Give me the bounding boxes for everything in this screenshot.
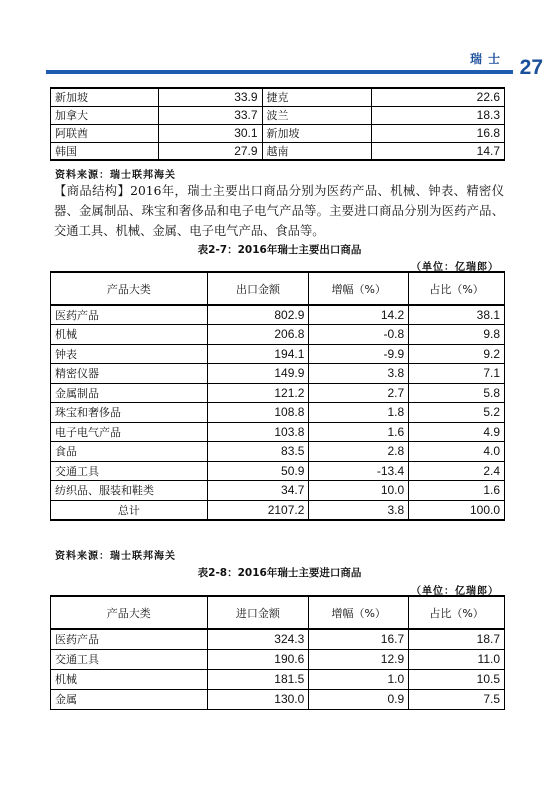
value-cell: 30.1 xyxy=(158,124,262,142)
column-header: 增幅（%） xyxy=(309,272,409,305)
value-cell: 802.9 xyxy=(207,305,309,325)
total-value: 3.8 xyxy=(309,500,409,520)
total-row xyxy=(51,500,505,520)
table-row xyxy=(51,305,505,325)
table-row xyxy=(51,422,505,442)
table-row xyxy=(51,383,505,403)
value-cell: 22.6 xyxy=(372,88,505,106)
top-table-source: 资料来源：瑞士联邦海关 xyxy=(55,170,176,181)
table-row xyxy=(51,442,505,462)
value-cell: 12.9 xyxy=(309,649,409,669)
table-row xyxy=(51,344,505,364)
value-cell: 38.1 xyxy=(409,305,505,325)
table-header-row xyxy=(51,596,505,629)
table-row xyxy=(51,403,505,423)
category-cell: 食品 xyxy=(51,442,208,462)
value-cell: 5.8 xyxy=(409,383,505,403)
total-label: 总计 xyxy=(51,500,208,520)
country-cell: 新加坡 xyxy=(262,124,372,142)
value-cell: 16.8 xyxy=(372,124,505,142)
country-cell: 新加坡 xyxy=(51,88,159,106)
category-cell: 机械 xyxy=(51,669,208,689)
table-row xyxy=(51,364,505,384)
value-cell: 10.5 xyxy=(409,669,505,689)
value-cell: -0.8 xyxy=(309,325,409,345)
value-cell: 14.2 xyxy=(309,305,409,325)
category-cell: 电子电气产品 xyxy=(51,422,208,442)
value-cell: 33.7 xyxy=(158,106,262,124)
column-header: 出口金额 xyxy=(207,272,309,305)
category-cell: 珠宝和奢侈品 xyxy=(51,403,208,423)
value-cell: 181.5 xyxy=(207,669,309,689)
table-row xyxy=(51,461,505,481)
value-cell: 33.9 xyxy=(158,88,262,106)
value-cell: 9.2 xyxy=(409,344,505,364)
country-cell: 捷克 xyxy=(262,88,372,106)
import-table xyxy=(50,595,505,710)
import-table-unit: （单位：亿瑞郎） xyxy=(411,586,499,597)
value-cell: 2.8 xyxy=(309,442,409,462)
commodity-paragraph xyxy=(54,181,504,241)
value-cell: 206.8 xyxy=(207,325,309,345)
paragraph-text: 2016年，瑞士主要出口商品分别为医药产品、机械、钟表、精密仪器、金属制品、珠宝和奢侈品和电子电气产品等。主要进口商品分别为医药产品、交通工具、机械、金属、电子电气产品、食品等。 xyxy=(54,184,504,238)
country-cell: 阿联酋 xyxy=(51,124,159,142)
table-row xyxy=(51,629,505,649)
value-cell: 5.2 xyxy=(409,403,505,423)
export-table-unit: （单位：亿瑞郎） xyxy=(411,262,499,273)
category-cell: 交通工具 xyxy=(51,649,208,669)
category-cell: 金属制品 xyxy=(51,383,208,403)
value-cell: 9.8 xyxy=(409,325,505,345)
value-cell: 7.1 xyxy=(409,364,505,384)
total-value: 2107.2 xyxy=(207,500,309,520)
export-table-source: 资料来源：瑞士联邦海关 xyxy=(55,551,176,562)
country-cell: 波兰 xyxy=(262,106,372,124)
value-cell: 10.0 xyxy=(309,481,409,501)
country-cell: 越南 xyxy=(262,142,372,160)
table-row xyxy=(51,88,505,106)
category-cell: 金属 xyxy=(51,689,208,709)
value-cell: 7.5 xyxy=(409,689,505,709)
column-header: 占比（%） xyxy=(409,596,505,629)
value-cell: 4.0 xyxy=(409,442,505,462)
value-cell: 324.3 xyxy=(207,629,309,649)
value-cell: 18.3 xyxy=(372,106,505,124)
value-cell: 3.8 xyxy=(309,364,409,384)
value-cell: 0.9 xyxy=(309,689,409,709)
value-cell: 1.8 xyxy=(309,403,409,423)
value-cell: 1.6 xyxy=(309,422,409,442)
export-table xyxy=(50,271,505,521)
table-row xyxy=(51,106,505,124)
import-table-body xyxy=(51,596,505,709)
value-cell: -9.9 xyxy=(309,344,409,364)
value-cell: 4.9 xyxy=(409,422,505,442)
export-table-caption: 表2-7：2016年瑞士主要出口商品 xyxy=(197,244,362,256)
table-row xyxy=(51,481,505,501)
top-country-table xyxy=(50,87,505,161)
country-cell: 加拿大 xyxy=(51,106,159,124)
top-country-table-body xyxy=(51,88,505,160)
column-header: 产品大类 xyxy=(51,596,208,629)
value-cell: 190.6 xyxy=(207,649,309,669)
column-header: 占比（%） xyxy=(409,272,505,305)
page-number: 27 xyxy=(519,56,543,79)
category-cell: 精密仪器 xyxy=(51,364,208,384)
value-cell: 2.4 xyxy=(409,461,505,481)
page-header xyxy=(46,48,543,86)
value-cell: 108.8 xyxy=(207,403,309,423)
category-cell: 医药产品 xyxy=(51,629,208,649)
table-row xyxy=(51,689,505,709)
table-row xyxy=(51,142,505,160)
running-head-country: 瑞士 xyxy=(469,52,506,66)
value-cell: 121.2 xyxy=(207,383,309,403)
value-cell: 14.7 xyxy=(372,142,505,160)
value-cell: 27.9 xyxy=(158,142,262,160)
category-cell: 医药产品 xyxy=(51,305,208,325)
value-cell: 83.5 xyxy=(207,442,309,462)
paragraph-lead: 【商品结构】 xyxy=(54,184,131,198)
value-cell: 18.7 xyxy=(409,629,505,649)
column-header: 产品大类 xyxy=(51,272,208,305)
value-cell: 16.7 xyxy=(309,629,409,649)
category-cell: 纺织品、服装和鞋类 xyxy=(51,481,208,501)
value-cell: 1.6 xyxy=(409,481,505,501)
country-cell: 韩国 xyxy=(51,142,159,160)
value-cell: 50.9 xyxy=(207,461,309,481)
table-header-row xyxy=(51,272,505,305)
header-rule xyxy=(46,70,513,74)
value-cell: 130.0 xyxy=(207,689,309,709)
export-table-body xyxy=(51,272,505,520)
value-cell: -13.4 xyxy=(309,461,409,481)
category-cell: 交通工具 xyxy=(51,461,208,481)
value-cell: 103.8 xyxy=(207,422,309,442)
table-row xyxy=(51,124,505,142)
value-cell: 1.0 xyxy=(309,669,409,689)
table-row xyxy=(51,325,505,345)
import-table-caption: 表2-8：2016年瑞士主要进口商品 xyxy=(197,567,362,579)
category-cell: 钟表 xyxy=(51,344,208,364)
value-cell: 2.7 xyxy=(309,383,409,403)
category-cell: 机械 xyxy=(51,325,208,345)
value-cell: 11.0 xyxy=(409,649,505,669)
column-header: 增幅（%） xyxy=(309,596,409,629)
value-cell: 149.9 xyxy=(207,364,309,384)
table-row xyxy=(51,649,505,669)
column-header: 进口金额 xyxy=(207,596,309,629)
total-value: 100.0 xyxy=(409,500,505,520)
table-row xyxy=(51,669,505,689)
value-cell: 194.1 xyxy=(207,344,309,364)
value-cell: 34.7 xyxy=(207,481,309,501)
